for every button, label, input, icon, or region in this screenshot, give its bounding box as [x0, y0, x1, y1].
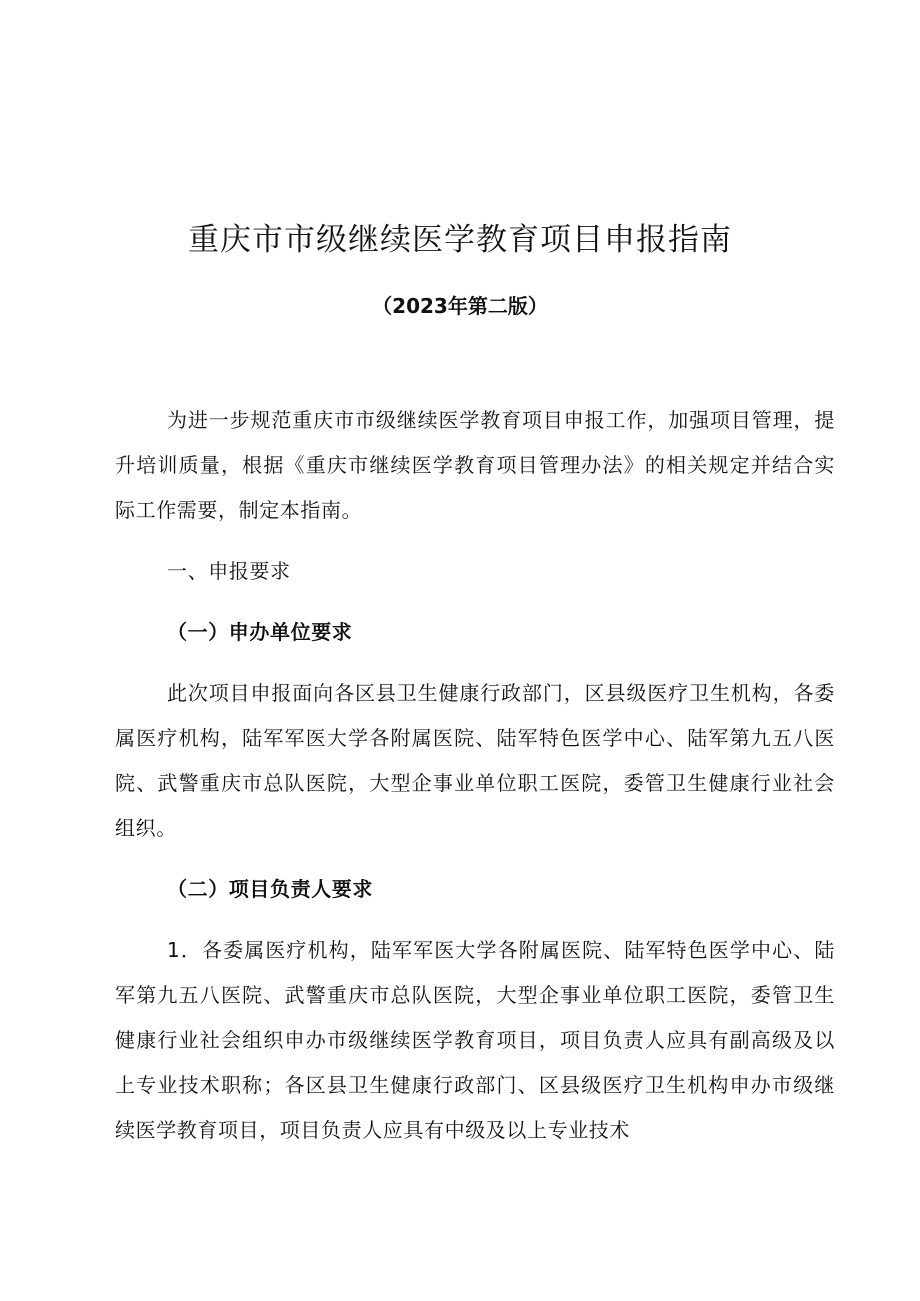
- unit-requirements-paragraph: 此次项目申报面向各区县卫生健康行政部门，区县级医疗卫生机构，各委属医疗机构，陆军军医大学各附属医院、陆军特色医学中心、陆军第九五八医院、武警重庆市总队医院，大型企事业单位职工医院，委管卫生健康行业社会组织。: [115, 681, 835, 840]
- document-title: 重庆市市级继续医学教育项目申报指南: [188, 222, 732, 258]
- leader-requirements-item-1: 1．各委属医疗机构，陆军军医大学各附属医院、陆军特色医学中心、陆军第九五八医院、武警重庆市总队医院，大型企事业单位职工医院，委管卫生健康行业社会组织申办市级继续医学教育项目，项目负责人应具有副高级及以上专业技术职称；各区县卫生健康行政部门、区县级医疗卫生机构申办市级继续医学教育项目，项目负责人应具有中级及以上专业技术: [115, 938, 835, 1142]
- document-edition: （2023年第二版）: [372, 294, 548, 318]
- intro-paragraph: 为进一步规范重庆市市级继续医学教育项目申报工作，加强项目管理，提升培训质量，根据《重庆市继续医学教育项目管理办法》的相关规定并结合实际工作需要，制定本指南。: [115, 408, 835, 522]
- document-body: [115, 398, 835, 1153]
- section-heading-requirements: 一、申报要求: [167, 559, 291, 583]
- subsection-heading-leader: （二）项目负责人要求: [167, 877, 373, 901]
- subsection-heading-unit: （一）申办单位要求: [167, 620, 353, 644]
